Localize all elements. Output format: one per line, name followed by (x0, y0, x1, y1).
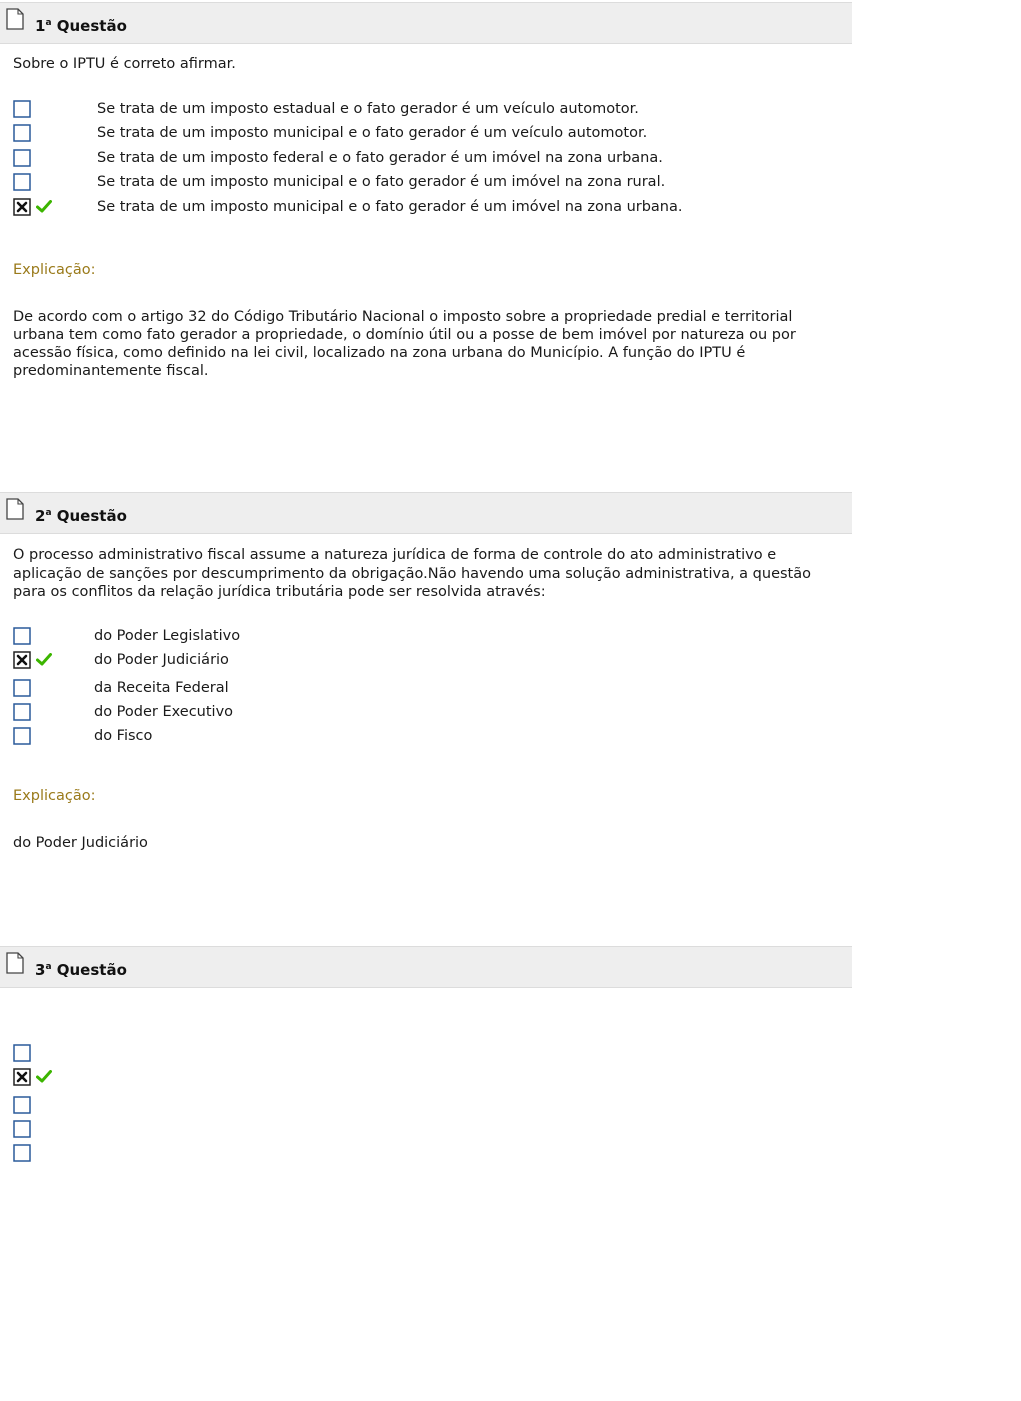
checkbox-unchecked-icon[interactable] (13, 727, 31, 745)
question-2-option-1[interactable] (0, 627, 852, 649)
question-1-title: 1$^a$ Questão (35, 17, 127, 35)
option-text: Se trata de um imposto municipal e o fato gerador é um imóvel na zona urbana. (97, 199, 683, 215)
question-3-option-3[interactable] (0, 1096, 852, 1118)
question-1-text: Sobre o IPTU é correto afirmar. (13, 56, 236, 72)
question-1 (0, 2, 852, 379)
question-2-option-5[interactable] (0, 727, 852, 749)
question-3-option-2[interactable] (0, 1068, 852, 1090)
question-3-option-5[interactable] (0, 1144, 852, 1166)
question-2-header (0, 492, 852, 534)
question-2 (0, 492, 852, 851)
option-text: Se trata de um imposto estadual e o fato gerador é um veículo automotor. (97, 101, 639, 117)
question-1-option-4[interactable] (0, 173, 852, 195)
checkbox-unchecked-icon[interactable] (13, 1044, 31, 1062)
checkbox-unchecked-icon[interactable] (13, 1144, 31, 1162)
explanation-text: do Poder Judiciário (13, 835, 148, 851)
question-2-option-4[interactable] (0, 703, 852, 725)
question-1-option-1[interactable] (0, 100, 852, 122)
document-icon (6, 8, 24, 30)
checkbox-checked-icon[interactable] (13, 1068, 31, 1086)
question-3 (0, 946, 852, 988)
correct-check-icon (36, 1070, 52, 1083)
checkbox-unchecked-icon[interactable] (13, 1096, 31, 1114)
option-text: Se trata de um imposto federal e o fato gerador é um imóvel na zona urbana. (97, 150, 663, 166)
question-3-header (0, 946, 852, 988)
checkbox-unchecked-icon[interactable] (13, 679, 31, 697)
question-1-option-2[interactable] (0, 124, 852, 146)
option-text: do Poder Legislativo (94, 628, 241, 644)
checkbox-unchecked-icon[interactable] (13, 627, 31, 645)
checkbox-unchecked-icon[interactable] (13, 703, 31, 721)
checkbox-unchecked-icon[interactable] (13, 149, 31, 167)
explanation-text: De acordo com o artigo 32 do Código Tributário Nacional o imposto sobre a propriedade predial e territorial urbana tem como fato gerador a propriedade, o domínio útil ou a posse de bem imóvel por natureza ou por acessão física, como definido na lei civil, localizado na zona urbana do Município. A função do IPTU é predominantemente fiscal. (13, 309, 796, 379)
correct-check-icon (36, 200, 52, 213)
checkbox-unchecked-icon[interactable] (13, 1120, 31, 1138)
option-text: do Fisco (94, 728, 153, 744)
checkbox-checked-icon[interactable] (13, 651, 31, 669)
explanation-label: Explicação: (13, 262, 96, 278)
question-1-option-5[interactable] (0, 198, 852, 220)
checkbox-unchecked-icon[interactable] (13, 100, 31, 118)
question-2-text: O processo administrativo fiscal assume a natureza jurídica de forma de controle do ato administrativo e aplicação de sanções por descumprimento da obrigação.Não havendo uma solução administrativa, a questão para os conflitos da relação jurídica tributária pode ser resolvida através: (13, 547, 811, 600)
checkbox-unchecked-icon[interactable] (13, 173, 31, 191)
question-2-option-2[interactable] (0, 651, 852, 673)
question-1-option-3[interactable] (0, 149, 852, 171)
checkbox-unchecked-icon[interactable] (13, 124, 31, 142)
option-text: Se trata de um imposto municipal e o fato gerador é um imóvel na zona rural. (97, 174, 666, 190)
question-3-option-4[interactable] (0, 1120, 852, 1142)
question-3-option-1[interactable] (0, 1044, 852, 1066)
option-text: Se trata de um imposto municipal e o fato gerador é um veículo automotor. (97, 125, 648, 141)
question-2-option-3[interactable] (0, 679, 852, 701)
checkbox-checked-icon[interactable] (13, 198, 31, 216)
correct-check-icon (36, 653, 52, 666)
document-icon (6, 498, 24, 520)
document-icon (6, 952, 24, 974)
question-3-title: 3$^a$ Questão (35, 961, 127, 979)
option-text: da Receita Federal (94, 680, 229, 696)
explanation-label: Explicação: (13, 788, 96, 804)
question-2-title: 2$^a$ Questão (35, 507, 127, 525)
option-text: do Poder Executivo (94, 704, 234, 720)
option-text: do Poder Judiciário (94, 652, 229, 668)
question-1-header (0, 2, 852, 44)
